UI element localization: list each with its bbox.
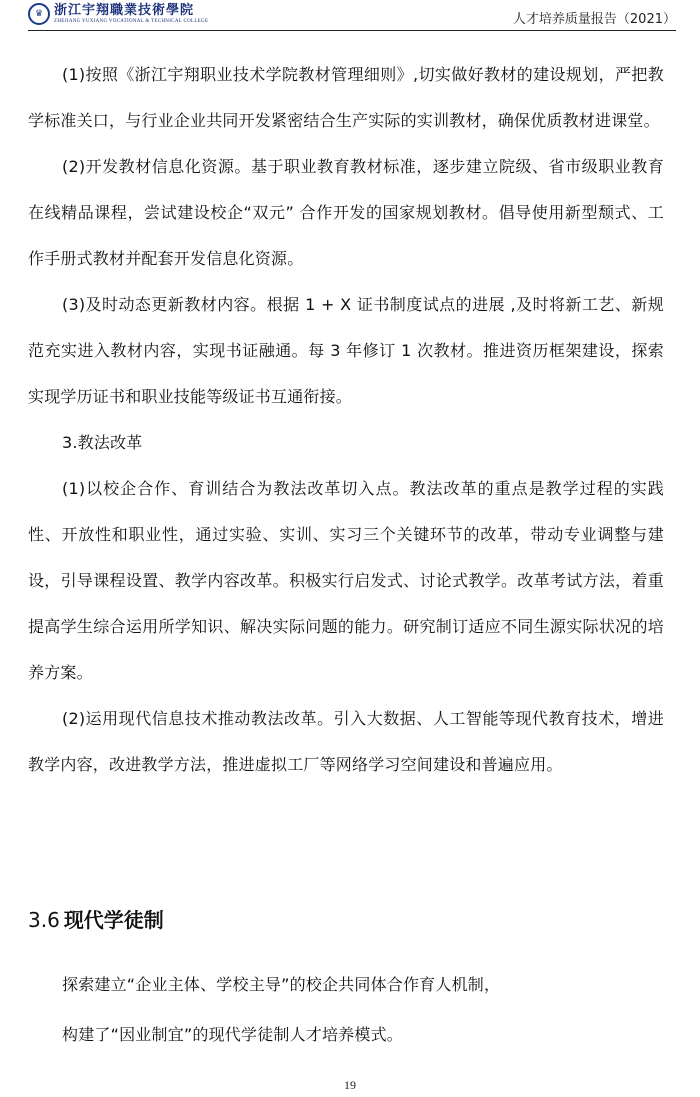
section-paragraph: 构建了“因业制宜”的现代学徒制人才培养模式。	[62, 1025, 403, 1044]
logo-chinese-name: 浙江宇翔職業技術學院	[54, 3, 195, 18]
section-number: 3.6	[28, 908, 60, 932]
paragraph-digital-resources: (2)开发教材信息化资源。基于职业教育教材标准，逐步建立院级、省市级职业教育在线精品课程，尝试建设校企“双元” 合作开发的国家规划教材。倡导使用新型颓式、工作手册式教材并配套开发信息化资源。	[28, 157, 664, 268]
college-emblem-icon: ♛	[28, 3, 50, 25]
header-divider	[28, 30, 676, 31]
page-header	[28, 0, 676, 30]
college-logo	[28, 2, 208, 26]
section-title: 现代学徒制	[63, 908, 164, 932]
subheading-teaching-reform: 3.教法改革	[62, 433, 143, 452]
paragraph-school-enterprise: (1)以校企合作、育训结合为教法改革切入点。教法改革的重点是教学过程的实践性、开放性和职业性，通过实验、实训、实习三个关键环节的改革，带动专业调整与建设，引导课程设置、教学内容改革。积极实行启发式、讨论式教学。改革考试方法，着重提高学生综合运用所学知识、解决实际问题的能力。研究制订适应不同生源实际状况的培养方案。	[28, 479, 664, 682]
logo-english-name: ZHEJIANG YUXIANG VOCATIONAL & TECHNICAL COLLEGE	[54, 19, 209, 24]
paragraph-content-updates: (3)及时动态更新教材内容。根据 1 + X 证书制度试点的进展 ,及时将新工艺、新规范充实进入教材内容，实现书证融通。每 3 年修订 1 次教材。推进资历框架建设，探索实现学历证书和职业技能等级证书互通衔接。	[28, 295, 664, 406]
section-paragraph: 探索建立“企业主体、学校主导”的校企共同体合作育人机制，	[62, 975, 501, 994]
section-body	[28, 960, 664, 1060]
paragraph-information-technology: (2)运用现代信息技术推动教法改革。引入大数据、人工智能等现代教育技术，增进教学内容，改进教学方法，推进虚拟工厂等网络学习空间建设和普遍应用。	[28, 709, 664, 774]
body-text	[28, 52, 664, 788]
page-number: 19	[344, 1078, 356, 1092]
report-title: 人才培养质量报告（2021）	[512, 12, 676, 27]
section-heading	[28, 904, 164, 933]
paragraph-textbook-planning: (1)按照《浙江宇翔职业技术学院教材管理细则》,切实做好教材的建设规划，严把教学标准关口，与行业企业共同开发紧密结合生产实际的实训教材，确保优质教材进课堂。	[28, 65, 664, 130]
